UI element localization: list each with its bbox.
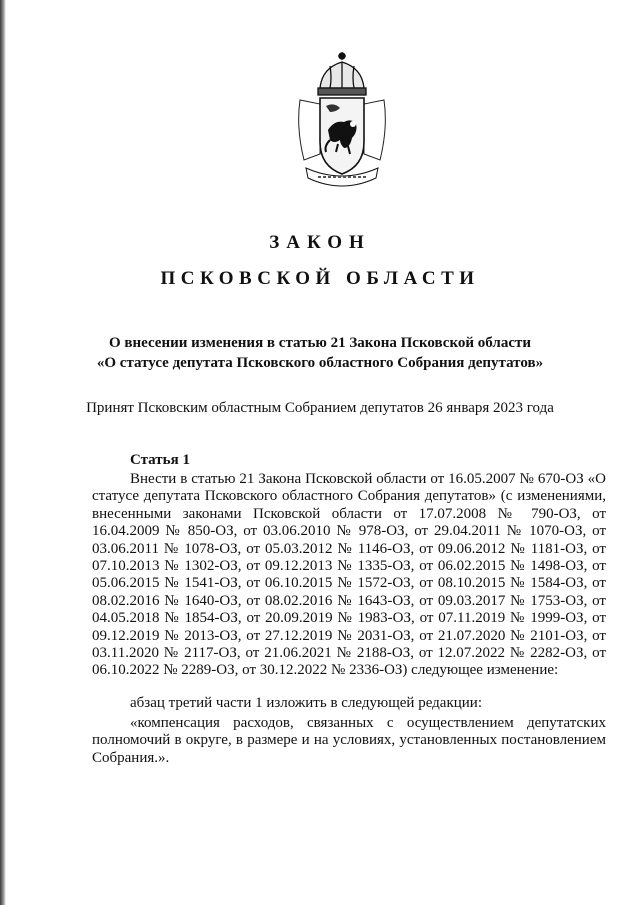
amendment-paragraph: Внести в статью 21 Закона Псковской области от 16.05.2007 № 670-ОЗ «О статусе депутата Псковского областного Собрания депутатов» (с изменениями, внесенными законами Псковской области от 17.07.2008 № 790-ОЗ, от 16.04.2009 № 850-ОЗ, от 03.06.2010 № 978-ОЗ, от 29.04.2011 № 1070-ОЗ, от 03.06.2011 № 1078-ОЗ, от 05.03.2012 № 1146-ОЗ, от 09.06.2012 № 1181-ОЗ, от 07.10.2013 № 1302-ОЗ, от 09.12.2013 № 1335-ОЗ, от 06.02.2015 № 1498-ОЗ, от 05.06.2015 № 1541-ОЗ, от 06.10.2015 № 1572-ОЗ, от 08.10.2015 № 1584-ОЗ, от 08.02.2016 № 1640-ОЗ, от 08.02.2016 № 1643-ОЗ, от 09.03.2017 № 1753-ОЗ, от 04.05.2018 № 1854-ОЗ, от 20.09.2019 № 1983-ОЗ, от 07.11.2019 № 1999-ОЗ, от 09.12.2019 № 2013-ОЗ, от 27.12.2019 № 2031-ОЗ, от 21.07.2020 № 2101-ОЗ, от 03.11.2020 № 2117-ОЗ, от 21.06.2021 № 2188-ОЗ, от 12.07.2022 № 2282-ОЗ, от 06.10.2022 № 2289-ОЗ, от 30.12.2022 № 2336-ОЗ) следующее изменение: <box>92 471 606 679</box>
instruction-paragraph: абзац третий части 1 изложить в следующей редакции: <box>130 695 482 711</box>
article-paragraph-3 <box>92 715 606 767</box>
article-paragraph-2 <box>92 695 606 712</box>
region-heading: ПСКОВСКОЙ ОБЛАСТИ <box>160 268 480 289</box>
document-type-heading: ЗАКОН <box>269 232 371 253</box>
new-wording-paragraph: «компенсация расходов, связанных с осуществлением депутатских полномочий в округе, в размере и на условиях, установленных постановлением Собрания.». <box>92 715 606 766</box>
subtitle-line-2: «О статусе депутата Псковского областного Собрания депутатов» <box>96 355 544 371</box>
article-heading: Статья 1 <box>130 452 190 468</box>
scan-edge-shadow <box>0 0 6 905</box>
pskov-coat-of-arms-icon <box>290 48 394 198</box>
adoption-statement: Принят Псковским областным Собранием депутатов 26 января 2023 года <box>86 400 554 416</box>
article-paragraph-1 <box>92 471 606 680</box>
subtitle-line-1: О внесении изменения в статью 21 Закона Псковской области <box>108 335 532 351</box>
law-subtitle <box>0 333 640 373</box>
